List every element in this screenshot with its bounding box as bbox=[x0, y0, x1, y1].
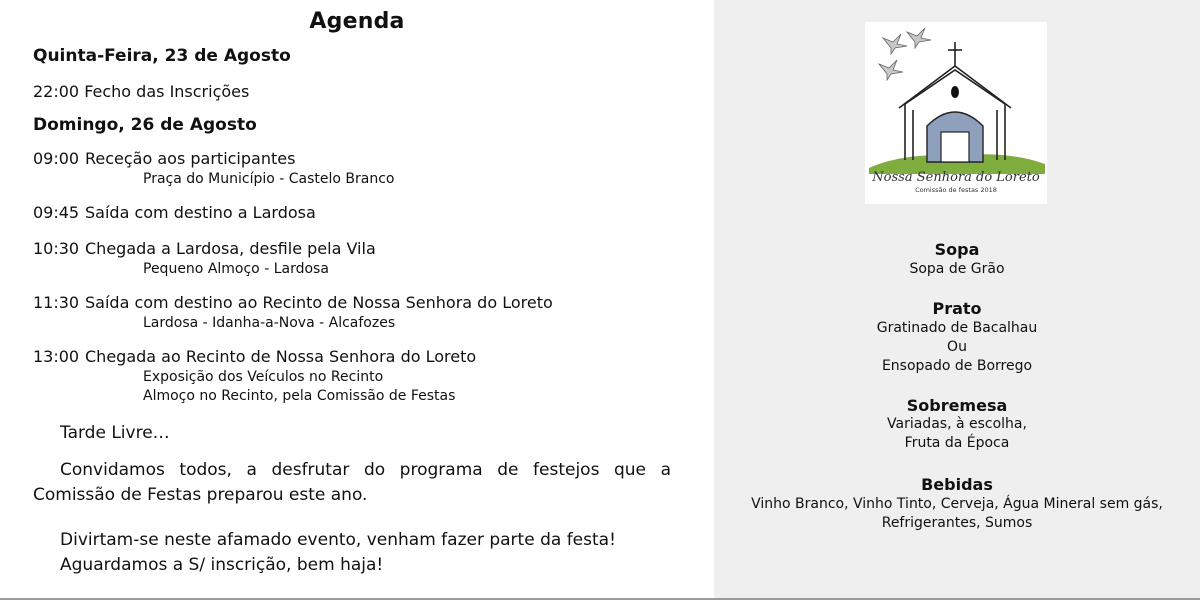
menu-item: Gratinado de Bacalhau bbox=[876, 320, 1038, 336]
entry-detail: Praça do Município - Castelo Branco bbox=[143, 171, 395, 187]
agenda-title: Agenda bbox=[309, 9, 405, 34]
menu-item: Sopa de Grão bbox=[909, 261, 1005, 277]
menu-item: Vinho Branco, Vinho Tinto, Cerveja, Água Mineral sem gás, bbox=[751, 496, 1163, 512]
free-afternoon-text bbox=[33, 421, 671, 446]
chapel-window-shape bbox=[951, 86, 959, 98]
day-heading-thursday: Quinta-Feira, 23 de Agosto bbox=[33, 46, 291, 66]
menu-heading-sopa: Sopa bbox=[934, 240, 980, 259]
agenda-entry bbox=[33, 293, 553, 312]
entry-time: 11:30 bbox=[33, 293, 80, 312]
entry-detail: Pequeno Almoço - Lardosa bbox=[143, 261, 329, 277]
entry-time: 10:30 bbox=[33, 239, 80, 258]
chapel-door-shape bbox=[941, 132, 969, 162]
entry-text: Chegada ao Recinto de Nossa Senhora do Loreto bbox=[85, 347, 477, 366]
entry-text: Saída com destino a Lardosa bbox=[85, 203, 316, 222]
entry-registration-close: 22:00 Fecho das Inscrições bbox=[33, 82, 250, 101]
menu-item: Ensopado de Borrego bbox=[881, 358, 1033, 374]
free-afternoon-label: Tarde Livre… bbox=[60, 423, 170, 443]
entry-time: 09:00 bbox=[33, 149, 80, 168]
logo-title: Nossa Senhora do Loreto bbox=[872, 170, 1040, 185]
entry-detail: Almoço no Recinto, pela Comissão de Festas bbox=[143, 388, 456, 404]
dove-icons bbox=[879, 28, 931, 80]
entry-time: 13:00 bbox=[33, 347, 80, 366]
entry-detail: Exposição dos Veículos no Recinto bbox=[143, 369, 384, 385]
day-heading-sunday: Domingo, 26 de Agosto bbox=[33, 115, 257, 135]
menu-item: Fruta da Época bbox=[904, 435, 1010, 451]
closing-text-1: Divirtam-se neste afamado evento, venham fazer parte da festa! bbox=[60, 530, 616, 550]
entry-time: 09:45 bbox=[33, 203, 80, 222]
menu-item: Refrigerantes, Sumos bbox=[881, 515, 1033, 531]
closing-line-2 bbox=[33, 553, 671, 578]
menu-heading-prato: Prato bbox=[932, 299, 982, 318]
agenda-entry bbox=[33, 347, 476, 366]
closing-text-2: Aguardamos a S/ inscrição, bem haja! bbox=[60, 555, 384, 575]
agenda-entry bbox=[33, 149, 295, 168]
invitation-text: Convidamos todos, a desfrutar do programa de festejos que a Comissão de Festas preparou este ano. bbox=[33, 460, 671, 505]
menu-item: Ou bbox=[947, 339, 967, 355]
logo-subtitle: Comissão de festas 2018 bbox=[915, 186, 997, 194]
agenda-entry bbox=[33, 239, 376, 258]
chapel-illustration bbox=[865, 22, 1047, 204]
menu-heading-sobremesa: Sobremesa bbox=[906, 396, 1008, 415]
entry-text: Saída com destino ao Recinto de Nossa Senhora do Loreto bbox=[85, 293, 553, 312]
entry-detail: Lardosa - Idanha-a-Nova - Alcafozes bbox=[143, 315, 396, 331]
menu-item: Variadas, à escolha, bbox=[887, 416, 1027, 432]
festival-logo bbox=[865, 22, 1047, 204]
entry-text: Chegada a Lardosa, desfile pela Vila bbox=[85, 239, 376, 258]
agenda-entry bbox=[33, 203, 316, 222]
invitation-paragraph bbox=[33, 458, 671, 508]
menu-heading-bebidas: Bebidas bbox=[921, 475, 993, 494]
closing-line-1 bbox=[33, 528, 671, 553]
entry-text: Receção aos participantes bbox=[85, 149, 296, 168]
